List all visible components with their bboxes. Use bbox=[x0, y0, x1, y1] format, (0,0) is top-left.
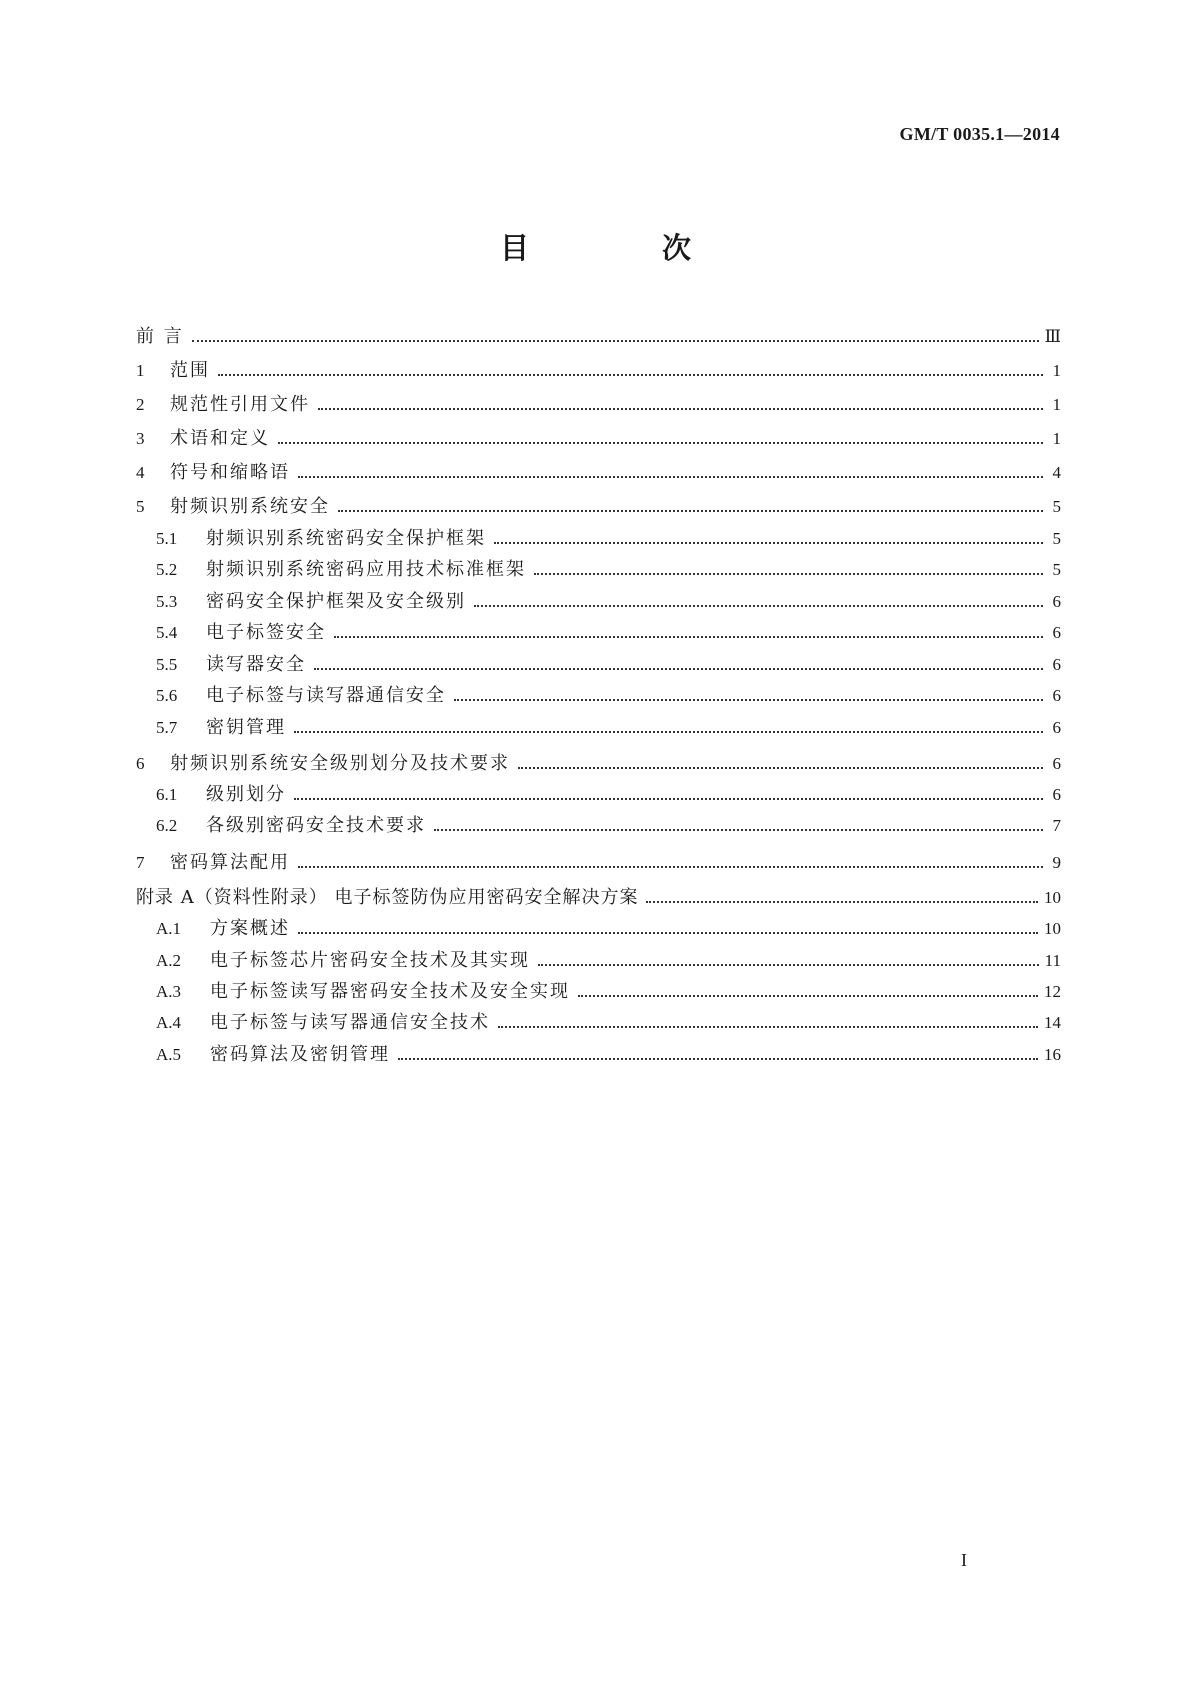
toc-entry-text: 密码算法及密钥管理 bbox=[210, 1044, 390, 1065]
toc-page-number: 6 bbox=[1052, 655, 1061, 674]
toc-entry-6-1[interactable] bbox=[156, 784, 1061, 806]
toc-dot-leader bbox=[298, 856, 1043, 870]
toc-entry-7[interactable] bbox=[136, 852, 1061, 874]
toc-page-number: 6 bbox=[1052, 785, 1061, 804]
toc-entry-text: 射频识别系统安全级别划分及技术要求 bbox=[170, 753, 510, 774]
toc-page-number: 6 bbox=[1052, 623, 1061, 642]
toc-page-number: 6 bbox=[1052, 754, 1061, 773]
toc-dot-leader bbox=[434, 819, 1043, 833]
toc-entry-text: 电子标签芯片密码安全技术及其实现 bbox=[210, 950, 530, 971]
toc-dot-leader bbox=[398, 1048, 1038, 1062]
toc-entry-text: 规范性引用文件 bbox=[170, 394, 310, 415]
toc-entry-5-4[interactable] bbox=[156, 622, 1061, 644]
toc-page-number: 9 bbox=[1052, 853, 1061, 872]
toc-entry-text: 电子标签安全 bbox=[206, 622, 326, 643]
toc-entry-text: 密码安全保护框架及安全级别 bbox=[206, 591, 466, 612]
toc-dot-leader bbox=[334, 626, 1043, 640]
toc-section-number: 5.3 bbox=[156, 592, 178, 611]
toc-dot-leader bbox=[318, 398, 1043, 412]
page-number: I bbox=[961, 1550, 967, 1570]
toc-entry-text: 电子标签读写器密码安全技术及安全实现 bbox=[210, 981, 570, 1002]
toc-dot-leader bbox=[314, 658, 1043, 672]
toc-entry-text: 射频识别系统安全 bbox=[170, 496, 330, 517]
toc-page-number: 16 bbox=[1044, 1045, 1061, 1064]
toc-dot-leader bbox=[454, 689, 1043, 703]
toc-entry-5-5[interactable] bbox=[156, 654, 1061, 676]
toc-dot-leader bbox=[294, 721, 1043, 735]
toc-section-number: A.5 bbox=[156, 1045, 182, 1064]
toc-section-number: 5.7 bbox=[156, 718, 178, 737]
toc-page-number: 11 bbox=[1044, 951, 1061, 970]
toc-section-number: 5.4 bbox=[156, 623, 178, 642]
toc-entry-text: 射频识别系统密码安全保护框架 bbox=[206, 528, 486, 549]
toc-dot-leader bbox=[498, 1016, 1038, 1030]
toc-section-number: 6.1 bbox=[156, 785, 178, 804]
toc-page-number: 10 bbox=[1044, 888, 1061, 907]
toc-entry-text: 前 言 bbox=[136, 326, 184, 347]
toc-entry-6-2[interactable] bbox=[156, 815, 1061, 837]
toc-page-number: 1 bbox=[1052, 361, 1061, 380]
toc-section-number: A.1 bbox=[156, 919, 182, 938]
toc-dot-leader bbox=[294, 788, 1043, 802]
toc-entry-text: 密码算法配用 bbox=[170, 852, 290, 873]
toc-page-number: 4 bbox=[1052, 463, 1061, 482]
toc-entry-appendix-a[interactable] bbox=[136, 887, 1061, 909]
toc-page-number: 5 bbox=[1052, 560, 1061, 579]
toc-section-number: A.4 bbox=[156, 1013, 182, 1032]
toc-page-number: 14 bbox=[1044, 1013, 1061, 1032]
toc-dot-leader bbox=[538, 954, 1039, 968]
toc-dot-leader bbox=[518, 757, 1043, 771]
page-title: 目 次 bbox=[499, 231, 743, 265]
toc-entry-5-3[interactable] bbox=[156, 591, 1061, 613]
toc-entry-text: 读写器安全 bbox=[206, 654, 306, 675]
toc-entry-text: 符号和缩略语 bbox=[170, 462, 290, 483]
toc-entry-text: 密钥管理 bbox=[206, 717, 286, 738]
toc-section-number: 7 bbox=[136, 853, 145, 872]
toc-page-number: 5 bbox=[1052, 497, 1061, 516]
toc-page-number: 5 bbox=[1052, 529, 1061, 548]
toc-section-number: 1 bbox=[136, 361, 145, 380]
toc-entry-text: 级别划分 bbox=[206, 784, 286, 805]
toc-page-number: 1 bbox=[1052, 429, 1061, 448]
toc-entry-a-4[interactable] bbox=[156, 1012, 1061, 1034]
toc-entry-5-1[interactable] bbox=[156, 528, 1061, 550]
toc-page-number: 6 bbox=[1052, 592, 1061, 611]
toc-section-number: 4 bbox=[136, 463, 145, 482]
toc-entry-a-5[interactable] bbox=[156, 1044, 1061, 1066]
toc-section-number: A.2 bbox=[156, 951, 182, 970]
toc-entry-5[interactable] bbox=[136, 496, 1061, 518]
toc-dot-leader bbox=[534, 563, 1043, 577]
toc-dot-leader bbox=[278, 432, 1043, 446]
toc-dot-leader bbox=[338, 500, 1043, 514]
toc-entry-a-3[interactable] bbox=[156, 981, 1061, 1003]
toc-entry-a-1[interactable] bbox=[156, 918, 1061, 940]
toc-entry-text: 术语和定义 bbox=[170, 428, 270, 449]
toc-page-number: Ⅲ bbox=[1044, 327, 1061, 346]
toc-dot-leader bbox=[474, 595, 1043, 609]
toc-page-number: 10 bbox=[1044, 919, 1061, 938]
toc-page-number: 6 bbox=[1052, 718, 1061, 737]
toc-section-number: A.3 bbox=[156, 982, 182, 1001]
toc-dot-leader bbox=[298, 922, 1038, 936]
toc-entry-5-7[interactable] bbox=[156, 717, 1061, 739]
toc-entry-text: 电子标签与读写器通信安全技术 bbox=[210, 1012, 490, 1033]
toc-entry-2[interactable] bbox=[136, 394, 1061, 416]
toc-entry-text: 电子标签与读写器通信安全 bbox=[206, 685, 446, 706]
toc-entry-text: 范围 bbox=[170, 360, 210, 381]
toc-page-number: 7 bbox=[1052, 816, 1061, 835]
toc-entry-4[interactable] bbox=[136, 462, 1061, 484]
toc-page-number: 12 bbox=[1044, 982, 1061, 1001]
toc-dot-leader bbox=[192, 330, 1039, 344]
toc-dot-leader bbox=[298, 466, 1043, 480]
toc-dot-leader bbox=[494, 532, 1043, 546]
toc-section-number: 5.1 bbox=[156, 529, 178, 548]
toc-dot-leader bbox=[218, 364, 1043, 378]
toc-dot-leader bbox=[646, 891, 1038, 905]
standard-number: GM/T 0035.1—2014 bbox=[899, 124, 1060, 144]
toc-section-number: 5 bbox=[136, 497, 145, 516]
toc-section-number: 3 bbox=[136, 429, 145, 448]
toc-page-number: 1 bbox=[1052, 395, 1061, 414]
toc-page-number: 6 bbox=[1052, 686, 1061, 705]
toc-section-number: 5.5 bbox=[156, 655, 178, 674]
toc-entry-text: 方案概述 bbox=[210, 918, 290, 939]
toc-entry-a-2[interactable] bbox=[156, 950, 1061, 972]
toc-section-number: 2 bbox=[136, 395, 145, 414]
toc-entry-1[interactable] bbox=[136, 360, 1061, 382]
toc-entry-5-2[interactable] bbox=[156, 559, 1061, 581]
toc-section-number: 6.2 bbox=[156, 816, 178, 835]
toc-section-number: 5.6 bbox=[156, 686, 178, 705]
toc-dot-leader bbox=[578, 985, 1038, 999]
toc-entry-foreword[interactable] bbox=[136, 326, 1061, 348]
toc-entry-text: 射频识别系统密码应用技术标准框架 bbox=[206, 559, 526, 580]
toc-entry-text: 附录 A（资料性附录） 电子标签防伪应用密码安全解决方案 bbox=[136, 887, 639, 908]
toc-entry-6[interactable] bbox=[136, 753, 1061, 775]
toc-entry-5-6[interactable] bbox=[156, 685, 1061, 707]
toc-section-number: 6 bbox=[136, 754, 145, 773]
toc-section-number: 5.2 bbox=[156, 560, 178, 579]
toc-entry-text: 各级别密码安全技术要求 bbox=[206, 815, 426, 836]
toc-entry-3[interactable] bbox=[136, 428, 1061, 450]
